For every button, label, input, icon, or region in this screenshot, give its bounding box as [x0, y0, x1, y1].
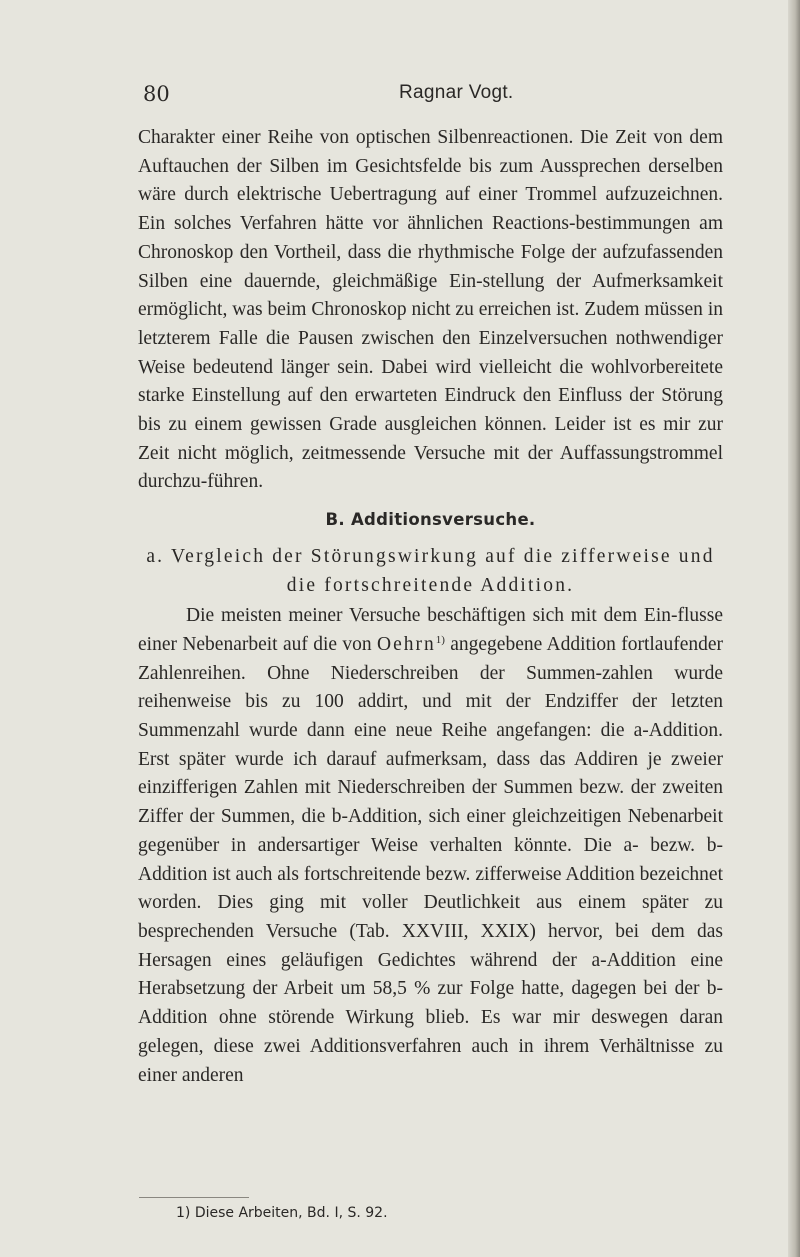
- footnote-marker: 1): [435, 633, 445, 646]
- paragraph-2-text-b: angegebene Addition fortlaufender Zahlenreihen. Ohne Niederschreiben der Summen-zahlen wurde reihenweise bis zu 100 addirt, und mit der Endziffer der letzten Summenzahl wurde dann eine neue Reihe angefangen: die a-Addition. Erst später wurde ich darauf aufmerksam, dass das Addiren je zweier einzifferigen Zahlen mit Niederschreiben der Summen bezw. der zweiten Ziffer der Summen, die b-Addition, sich einer gleichzeitigen Nebenarbeit gegenüber in andersartiger Weise verhalten könnte. Die a- bezw. b-Addition ist auch als fortschreitende bezw. zifferweise Addition bezeichnet worden. Dies ging mit voller Deutlichkeit aus einem später zu besprechenden Versuche (Tab. XXVIII, XXIX) hervor, bei dem das Hersagen eines geläufigen Gedichtes während der a-Addition eine Herabsetzung der Arbeit um 58,5 % zur Folge hatte, dagegen bei der b-Addition ohne störende Wirkung blieb. Es war mir deswegen daran gelegen, diese zwei Additionsverfahren auch in ihrem Verhältnisse zu einer anderen: [138, 633, 724, 1086]
- page-header: [143, 82, 723, 112]
- page-edge: [788, 0, 800, 1257]
- running-head: Ragnar Vogt.: [399, 82, 514, 103]
- author-name: Oehrn: [376, 633, 436, 655]
- section-heading: B. Additionsversuche.: [325, 510, 536, 530]
- page-number: 80: [143, 82, 170, 106]
- page-body: [138, 124, 723, 1090]
- paragraph-2-text-a: Die meisten meiner Versuche beschäftigen sich mit dem Ein-flusse einer Nebenarbeit auf die von: [138, 605, 723, 655]
- paragraph-2: [138, 602, 723, 1090]
- subheading-line-2: die fortschreitende Addition.: [286, 574, 575, 596]
- paragraph-1: Charakter einer Reihe von optischen Silbenreactionen. Die Zeit von dem Auftauchen der Silben im Gesichtsfelde bis zum Aussprechen derselben wäre durch elektrische Uebertragung auf einer Trommel aufzuzeichnen. Ein solches Verfahren hätte vor ähnlichen Reactions-bestimmungen am Chronoskop den Vortheil, dass die rhythmische Folge der aufzufassenden Silben eine dauernde, gleichmäßige Ein-stellung der Aufmerksamkeit ermöglicht, was beim Chronoskop nicht zu erreichen ist. Zudem müssen in letzterem Falle die Pausen zwischen den Einzelversuchen nothwendiger Weise bedeutend länger sein. Dabei wird vielleicht die wohlvorbereitete starke Einstellung auf den erwarteten Eindruck den Einfluss der Störung bis zu einem gewissen Grade ausgleichen können. Leider ist es mir zur Zeit nicht möglich, zeitmessende Versuche mit der Auffassungstrommel durchzu-führen.: [138, 127, 723, 493]
- subheading: [138, 543, 723, 600]
- footnote-rule: [139, 1197, 249, 1198]
- footnote: 1) Diese Arbeiten, Bd. I, S. 92.: [176, 1205, 388, 1221]
- subheading-line-1: a. Vergleich der Störungswirkung auf die zifferweise und: [146, 545, 715, 567]
